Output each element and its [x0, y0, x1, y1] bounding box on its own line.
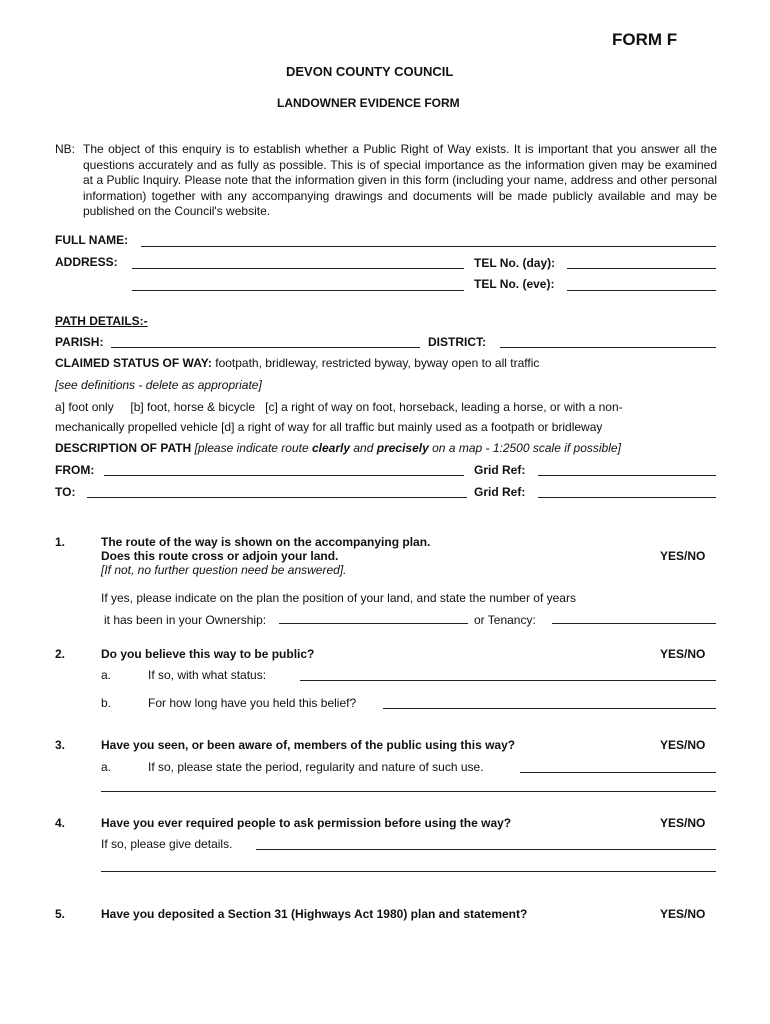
description-note-precisely: precisely: [376, 441, 429, 455]
q5-number: 5.: [55, 907, 66, 921]
q1-note: [If not, no further question need be answered].: [101, 563, 347, 577]
address-field-line1[interactable]: [132, 268, 464, 269]
q3-text: Have you seen, or been aware of, members of the public using this way?: [101, 738, 516, 752]
q4-followup: If so, please give details.: [101, 837, 233, 851]
q3-number: 3.: [55, 738, 66, 752]
full-name-label: FULL NAME:: [55, 233, 129, 247]
q1-followup: If yes, please indicate on the plan the position of your land, and state the number of years: [101, 591, 576, 605]
tel-day-field[interactable]: [567, 268, 716, 269]
address-label: ADDRESS:: [55, 255, 118, 269]
q1-number: 1.: [55, 535, 66, 549]
claimed-status-options[interactable]: footpath, bridleway, restricted byway, byway open to all traffic: [215, 356, 540, 370]
district-label: DISTRICT:: [428, 335, 486, 349]
q3a-label: a.: [101, 760, 112, 774]
q1-text-line1: The route of the way is shown on the accompanying plan.: [101, 535, 431, 549]
to-field[interactable]: [87, 497, 467, 498]
form-id: FORM F: [612, 30, 678, 49]
q1-tenancy-label: or Tenancy:: [474, 613, 536, 627]
q1-text-line2: Does this route cross or adjoin your land.: [101, 549, 339, 563]
q4-text: Have you ever required people to ask permission before using the way?: [101, 816, 512, 830]
nb-notice: [55, 142, 717, 220]
q4-field-line1[interactable]: [256, 849, 716, 850]
q4-number: 4.: [55, 816, 66, 830]
description-note-clearly: clearly: [312, 441, 351, 455]
q2b-field[interactable]: [383, 708, 716, 709]
q5-yes-no[interactable]: YES/NO: [660, 907, 706, 921]
q3-yes-no[interactable]: YES/NO: [660, 738, 706, 752]
description-note-and: and: [350, 441, 377, 455]
q1-yes-no[interactable]: YES/NO: [660, 549, 706, 563]
q2b-label: b.: [101, 696, 112, 710]
claimed-status-row: [55, 356, 539, 370]
q1-tenancy-field[interactable]: [552, 623, 716, 624]
q2a-label: a.: [101, 668, 112, 682]
parish-label: PARISH:: [55, 335, 104, 349]
definitions-note: [see definitions - delete as appropriate]: [55, 378, 262, 392]
q2-yes-no[interactable]: YES/NO: [660, 647, 706, 661]
q2a-text: If so, with what status:: [148, 668, 267, 682]
nb-text: The object of this enquiry is to establish whether a Public Right of Way exists. It is important that you answer all the questions accurately and as fully as possible. This is of special importance as the information given may be examined at a Public Inquiry. Please note that the information given in this form (including your name, address and other personal information) together with any accompanying drawings and documents will be made publicly available and may be published on the Council's website.: [83, 142, 717, 218]
description-row: [55, 441, 621, 455]
q2-number: 2.: [55, 647, 66, 661]
definitions-line1: a] foot only [b] foot, horse & bicycle [c] a right of way on foot, horseback, leading a horse, or with a non-: [55, 400, 623, 414]
parish-field[interactable]: [111, 347, 420, 348]
to-grid-ref-label: Grid Ref:: [474, 485, 526, 499]
claimed-status-label: CLAIMED STATUS OF WAY:: [55, 356, 212, 370]
from-grid-ref-label: Grid Ref:: [474, 463, 526, 477]
q3a-text: If so, please state the period, regularity and nature of such use.: [148, 760, 484, 774]
q2b-text: For how long have you held this belief?: [148, 696, 357, 710]
q1-ownership-field[interactable]: [279, 623, 468, 624]
q3a-field-line1[interactable]: [520, 772, 716, 773]
from-grid-ref-field[interactable]: [538, 475, 716, 476]
full-name-field[interactable]: [141, 246, 716, 247]
tel-eve-label: TEL No. (eve):: [474, 277, 555, 291]
description-label: DESCRIPTION OF PATH: [55, 441, 192, 455]
from-label: FROM:: [55, 463, 95, 477]
description-note-part1: [please indicate route: [194, 441, 312, 455]
nb-label: NB:: [55, 142, 76, 156]
address-field-line2[interactable]: [132, 290, 464, 291]
q1-ownership-label: it has been in your Ownership:: [104, 613, 267, 627]
from-field[interactable]: [104, 475, 464, 476]
q5-text: Have you deposited a Section 31 (Highways Act 1980) plan and statement?: [101, 907, 528, 921]
q3a-field-line2[interactable]: [101, 791, 716, 792]
to-label: TO:: [55, 485, 76, 499]
district-field[interactable]: [500, 347, 716, 348]
tel-eve-field[interactable]: [567, 290, 716, 291]
council-name: DEVON COUNTY COUNCIL: [286, 64, 454, 79]
path-details-heading: PATH DETAILS:-: [55, 314, 148, 328]
q2-text: Do you believe this way to be public?: [101, 647, 315, 661]
tel-day-label: TEL No. (day):: [474, 256, 556, 270]
q4-field-line2[interactable]: [101, 871, 716, 872]
definitions-line2: mechanically propelled vehicle [d] a right of way for all traffic but mainly used as a footpath or bridleway: [55, 420, 603, 434]
description-note-part2: on a map - 1:2500 scale if possible]: [428, 441, 621, 455]
q4-yes-no[interactable]: YES/NO: [660, 816, 706, 830]
to-grid-ref-field[interactable]: [538, 497, 716, 498]
form-title: LANDOWNER EVIDENCE FORM: [277, 96, 460, 110]
q2a-field[interactable]: [300, 680, 716, 681]
